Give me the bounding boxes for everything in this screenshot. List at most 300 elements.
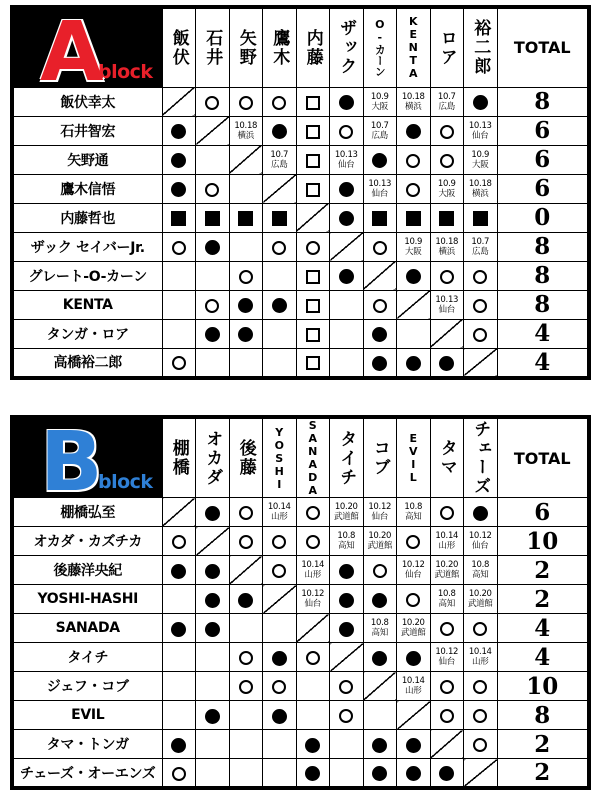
total-points: 8: [497, 261, 589, 290]
loss-mark: [171, 622, 186, 637]
result-cell: [263, 556, 297, 585]
result-cell: [229, 643, 263, 672]
column-header-label: コブ: [369, 439, 390, 477]
match-venue: 武道館: [400, 628, 426, 638]
result-cell: [397, 759, 431, 789]
result-cell: [430, 145, 464, 174]
wrestler-name: 棚橋弘至: [12, 498, 162, 527]
column-header: [397, 7, 431, 87]
win-mark: [440, 270, 454, 284]
scheduled-match-cell: [430, 290, 464, 319]
result-cell: [363, 643, 397, 672]
scheduled-match-cell: [430, 87, 464, 116]
total-points: 8: [497, 290, 589, 319]
result-cell: [162, 730, 196, 759]
result-cell: [196, 498, 230, 527]
win-mark: [272, 96, 286, 110]
loss-mark: [238, 327, 253, 342]
win-mark: [272, 241, 286, 255]
forfeit-mark: [205, 211, 220, 226]
draw-mark: [306, 154, 320, 168]
column-header: [397, 417, 431, 498]
match-date: 10.12: [401, 560, 425, 570]
column-header: [363, 7, 397, 87]
scheduled-match-cell: [296, 556, 330, 585]
result-cell: [263, 203, 297, 232]
diagonal-cell: [296, 203, 330, 232]
scheduled-match-cell: [363, 87, 397, 116]
match-venue: 大阪: [405, 246, 422, 257]
result-cell: [430, 759, 464, 789]
match-date: 10.9: [471, 149, 490, 160]
win-mark: [172, 535, 186, 549]
match-venue: 武道館: [333, 512, 359, 522]
result-cell: [397, 730, 431, 759]
win-mark: [339, 125, 353, 139]
result-cell: [363, 348, 397, 378]
total-header: TOTAL: [497, 417, 589, 498]
wrestler-name: 後藤洋央紀: [12, 556, 162, 585]
column-header-label: SANADA: [306, 419, 320, 497]
result-cell: [363, 319, 397, 348]
block-letter: B: [40, 417, 103, 498]
result-cell: [296, 348, 330, 378]
result-cell: [196, 319, 230, 348]
column-header: [363, 417, 397, 498]
match-venue: 山形: [304, 570, 321, 580]
scheduled-match-cell: [464, 527, 498, 556]
table-row: [12, 643, 589, 672]
match-date: 10.12: [368, 502, 392, 512]
loss-mark: [305, 766, 320, 781]
loss-mark: [171, 153, 186, 168]
column-header-label: O-カーン: [373, 18, 387, 78]
loss-mark: [171, 124, 186, 139]
empty-cell: [196, 759, 230, 789]
standings-table-block-b: [10, 415, 591, 790]
scheduled-match-cell: [397, 232, 431, 261]
table-row: [12, 203, 589, 232]
win-mark: [272, 680, 286, 694]
loss-mark: [372, 327, 387, 342]
loss-mark: [339, 593, 354, 608]
win-mark: [406, 593, 420, 607]
match-date: 10.9: [437, 178, 456, 189]
block-b-table-container: [10, 415, 587, 795]
block-a-table-container: [10, 5, 587, 387]
empty-cell: [296, 701, 330, 730]
match-venue: 仙台: [371, 188, 388, 199]
match-date: 10.8: [337, 531, 356, 541]
scheduled-match-cell: [464, 585, 498, 614]
result-cell: [430, 498, 464, 527]
result-cell: [430, 203, 464, 232]
result-cell: [430, 261, 464, 290]
table-row: [12, 319, 589, 348]
column-header: [464, 7, 498, 87]
empty-cell: [196, 672, 230, 701]
win-mark: [239, 535, 253, 549]
result-cell: [162, 145, 196, 174]
result-cell: [162, 174, 196, 203]
match-date: 10.8: [437, 589, 456, 599]
result-cell: [397, 261, 431, 290]
empty-cell: [196, 145, 230, 174]
column-header: [330, 417, 364, 498]
loss-mark: [372, 766, 387, 781]
loss-mark: [171, 182, 186, 197]
loss-mark: [305, 738, 320, 753]
result-cell: [330, 614, 364, 643]
win-mark: [272, 564, 286, 578]
match-venue: 仙台: [405, 570, 422, 580]
column-header: [229, 417, 263, 498]
scheduled-match-cell: [263, 145, 297, 174]
match-date: 10.13: [468, 120, 492, 131]
loss-mark: [439, 356, 454, 371]
match-date: 10.20: [368, 531, 392, 541]
win-mark: [239, 680, 253, 694]
win-mark: [473, 622, 487, 636]
match-date: 10.20: [468, 589, 492, 599]
column-header-label: チェーズ: [470, 420, 491, 496]
column-header-label: 飯伏: [168, 28, 189, 67]
column-header-label: 矢野: [235, 28, 256, 67]
diagonal-cell: [196, 527, 230, 556]
scheduled-match-cell: [363, 116, 397, 145]
match-date: 10.12: [435, 647, 459, 657]
column-header-label: EVIL: [406, 432, 420, 484]
scheduled-match-cell: [430, 174, 464, 203]
column-header-label: ザック: [336, 19, 357, 77]
block-logo: [12, 7, 162, 87]
result-cell: [229, 203, 263, 232]
empty-cell: [263, 614, 297, 643]
empty-cell: [229, 701, 263, 730]
result-cell: [430, 614, 464, 643]
scheduled-match-cell: [430, 556, 464, 585]
table-row: [12, 701, 589, 730]
result-cell: [229, 585, 263, 614]
loss-mark: [406, 766, 421, 781]
loss-mark: [238, 298, 253, 313]
loss-mark: [473, 506, 488, 521]
empty-cell: [196, 643, 230, 672]
total-header: TOTAL: [497, 7, 589, 87]
wrestler-name: タンガ・ロア: [12, 319, 162, 348]
diagonal-cell: [162, 498, 196, 527]
wrestler-name: ザック セイバーJr.: [12, 232, 162, 261]
total-points: 2: [497, 585, 589, 614]
result-cell: [162, 614, 196, 643]
wrestler-name: オカダ・カズチカ: [12, 527, 162, 556]
loss-mark: [205, 593, 220, 608]
empty-cell: [229, 174, 263, 203]
win-mark: [306, 535, 320, 549]
loss-mark: [406, 124, 421, 139]
win-mark: [440, 709, 454, 723]
column-header-label: タイチ: [336, 429, 357, 487]
table-row: [12, 556, 589, 585]
match-venue: 広島: [271, 159, 288, 170]
table-row: [12, 614, 589, 643]
column-header: [296, 417, 330, 498]
forfeit-mark: [473, 211, 488, 226]
result-cell: [330, 261, 364, 290]
loss-mark: [205, 327, 220, 342]
result-cell: [363, 232, 397, 261]
result-cell: [464, 203, 498, 232]
diagonal-cell: [196, 116, 230, 145]
wrestler-name: グレート-O-カーン: [12, 261, 162, 290]
scheduled-match-cell: [430, 643, 464, 672]
diagonal-cell: [296, 614, 330, 643]
empty-cell: [196, 261, 230, 290]
win-mark: [205, 183, 219, 197]
column-header-label: タマ: [436, 439, 457, 477]
win-mark: [406, 535, 420, 549]
match-date: 10.12: [468, 531, 492, 541]
loss-mark: [372, 651, 387, 666]
win-mark: [172, 356, 186, 370]
table-row: [12, 116, 589, 145]
match-venue: 高知: [338, 541, 355, 551]
result-cell: [196, 614, 230, 643]
win-mark: [239, 506, 253, 520]
win-mark: [440, 154, 454, 168]
result-cell: [464, 290, 498, 319]
forfeit-mark: [406, 211, 421, 226]
result-cell: [263, 116, 297, 145]
empty-cell: [162, 643, 196, 672]
match-venue: 仙台: [304, 599, 321, 609]
result-cell: [229, 261, 263, 290]
draw-mark: [306, 356, 320, 370]
match-venue: 横浜: [438, 246, 455, 257]
column-header-label: オカダ: [202, 429, 223, 487]
draw-mark: [306, 270, 320, 284]
scheduled-match-cell: [363, 614, 397, 643]
total-points: 0: [497, 203, 589, 232]
scheduled-match-cell: [464, 116, 498, 145]
result-cell: [162, 232, 196, 261]
empty-cell: [330, 759, 364, 789]
result-cell: [330, 585, 364, 614]
win-mark: [306, 651, 320, 665]
empty-cell: [263, 319, 297, 348]
wrestler-name: 矢野通: [12, 145, 162, 174]
empty-cell: [330, 348, 364, 378]
match-venue: 大阪: [472, 159, 489, 170]
match-venue: 大阪: [438, 188, 455, 199]
result-cell: [330, 672, 364, 701]
match-venue: 仙台: [438, 657, 455, 667]
win-mark: [473, 738, 487, 752]
empty-cell: [162, 701, 196, 730]
match-date: 10.20: [401, 618, 425, 628]
result-cell: [363, 730, 397, 759]
column-header: [196, 7, 230, 87]
draw-mark: [306, 299, 320, 313]
result-cell: [196, 203, 230, 232]
win-mark: [473, 270, 487, 284]
loss-mark: [205, 622, 220, 637]
win-mark: [373, 564, 387, 578]
match-date: 10.13: [368, 178, 392, 189]
scheduled-match-cell: [397, 672, 431, 701]
result-cell: [397, 643, 431, 672]
loss-mark: [205, 709, 220, 724]
match-venue: 広島: [371, 130, 388, 141]
result-cell: [162, 759, 196, 789]
result-cell: [397, 116, 431, 145]
draw-mark: [306, 125, 320, 139]
match-date: 10.8: [471, 560, 490, 570]
result-cell: [229, 290, 263, 319]
scheduled-match-cell: [397, 614, 431, 643]
loss-mark: [439, 766, 454, 781]
scheduled-match-cell: [464, 232, 498, 261]
standings-table-block-a: [10, 5, 591, 380]
diagonal-cell: [430, 730, 464, 759]
table-row: [12, 145, 589, 174]
loss-mark: [406, 651, 421, 666]
win-mark: [473, 299, 487, 313]
win-mark: [440, 622, 454, 636]
win-mark: [239, 96, 253, 110]
match-venue: 武道館: [467, 599, 493, 609]
wrestler-name: 高橋裕二郎: [12, 348, 162, 378]
match-date: 10.9: [404, 236, 423, 247]
win-mark: [272, 535, 286, 549]
scheduled-match-cell: [363, 174, 397, 203]
loss-mark: [406, 356, 421, 371]
scheduled-match-cell: [430, 585, 464, 614]
result-cell: [296, 232, 330, 261]
result-cell: [229, 527, 263, 556]
wrestler-name: 内藤哲也: [12, 203, 162, 232]
diagonal-cell: [330, 643, 364, 672]
block-word: block: [98, 471, 153, 493]
loss-mark: [339, 564, 354, 579]
match-venue: 横浜: [405, 101, 422, 112]
match-venue: 仙台: [438, 304, 455, 315]
column-header: [196, 417, 230, 498]
match-venue: 山形: [271, 512, 288, 522]
win-mark: [172, 241, 186, 255]
loss-mark: [205, 506, 220, 521]
result-cell: [229, 87, 263, 116]
table-row: [12, 585, 589, 614]
diagonal-cell: [464, 348, 498, 378]
win-mark: [306, 506, 320, 520]
result-cell: [296, 174, 330, 203]
loss-mark: [406, 269, 421, 284]
empty-cell: [162, 672, 196, 701]
total-points: 4: [497, 348, 589, 378]
win-mark: [205, 96, 219, 110]
result-cell: [263, 87, 297, 116]
result-cell: [363, 585, 397, 614]
win-mark: [473, 680, 487, 694]
result-cell: [263, 290, 297, 319]
win-mark: [473, 709, 487, 723]
column-header: [464, 417, 498, 498]
loss-mark: [272, 298, 287, 313]
loss-mark: [339, 211, 354, 226]
forfeit-mark: [272, 211, 287, 226]
scheduled-match-cell: [397, 87, 431, 116]
empty-cell: [263, 261, 297, 290]
result-cell: [330, 203, 364, 232]
total-points: 8: [497, 87, 589, 116]
column-header: [263, 417, 297, 498]
total-points: 6: [497, 145, 589, 174]
diagonal-cell: [263, 585, 297, 614]
empty-cell: [330, 290, 364, 319]
table-row: [12, 498, 589, 527]
scheduled-match-cell: [430, 527, 464, 556]
column-header-label: ロア: [436, 28, 457, 67]
result-cell: [330, 556, 364, 585]
result-cell: [397, 527, 431, 556]
column-header-label: KENTA: [406, 15, 420, 81]
loss-mark: [339, 269, 354, 284]
scheduled-match-cell: [430, 232, 464, 261]
win-mark: [339, 680, 353, 694]
result-cell: [430, 348, 464, 378]
diagonal-cell: [397, 290, 431, 319]
match-date: 10.20: [435, 560, 459, 570]
column-header: [430, 7, 464, 87]
match-venue: 武道館: [434, 570, 460, 580]
loss-mark: [171, 738, 186, 753]
empty-cell: [363, 701, 397, 730]
total-points: 6: [497, 116, 589, 145]
empty-cell: [196, 348, 230, 378]
result-cell: [397, 348, 431, 378]
scheduled-match-cell: [464, 145, 498, 174]
diagonal-cell: [229, 145, 263, 174]
match-date: 10.14: [468, 647, 492, 657]
empty-cell: [263, 730, 297, 759]
loss-mark: [406, 738, 421, 753]
win-mark: [205, 299, 219, 313]
total-points: 10: [497, 672, 589, 701]
diagonal-cell: [162, 87, 196, 116]
wrestler-name: 鷹木信悟: [12, 174, 162, 203]
scheduled-match-cell: [464, 556, 498, 585]
draw-mark: [306, 328, 320, 342]
scheduled-match-cell: [229, 116, 263, 145]
table-row: [12, 290, 589, 319]
scheduled-match-cell: [397, 498, 431, 527]
match-date: 10.13: [334, 149, 358, 160]
match-venue: 仙台: [371, 512, 388, 522]
loss-mark: [339, 95, 354, 110]
empty-cell: [330, 319, 364, 348]
result-cell: [397, 203, 431, 232]
forfeit-mark: [372, 211, 387, 226]
wrestler-name: タイチ: [12, 643, 162, 672]
result-cell: [464, 498, 498, 527]
match-date: 10.14: [301, 560, 325, 570]
scheduled-match-cell: [263, 498, 297, 527]
result-cell: [397, 145, 431, 174]
result-cell: [296, 261, 330, 290]
total-points: 10: [497, 527, 589, 556]
match-venue: 仙台: [472, 130, 489, 141]
